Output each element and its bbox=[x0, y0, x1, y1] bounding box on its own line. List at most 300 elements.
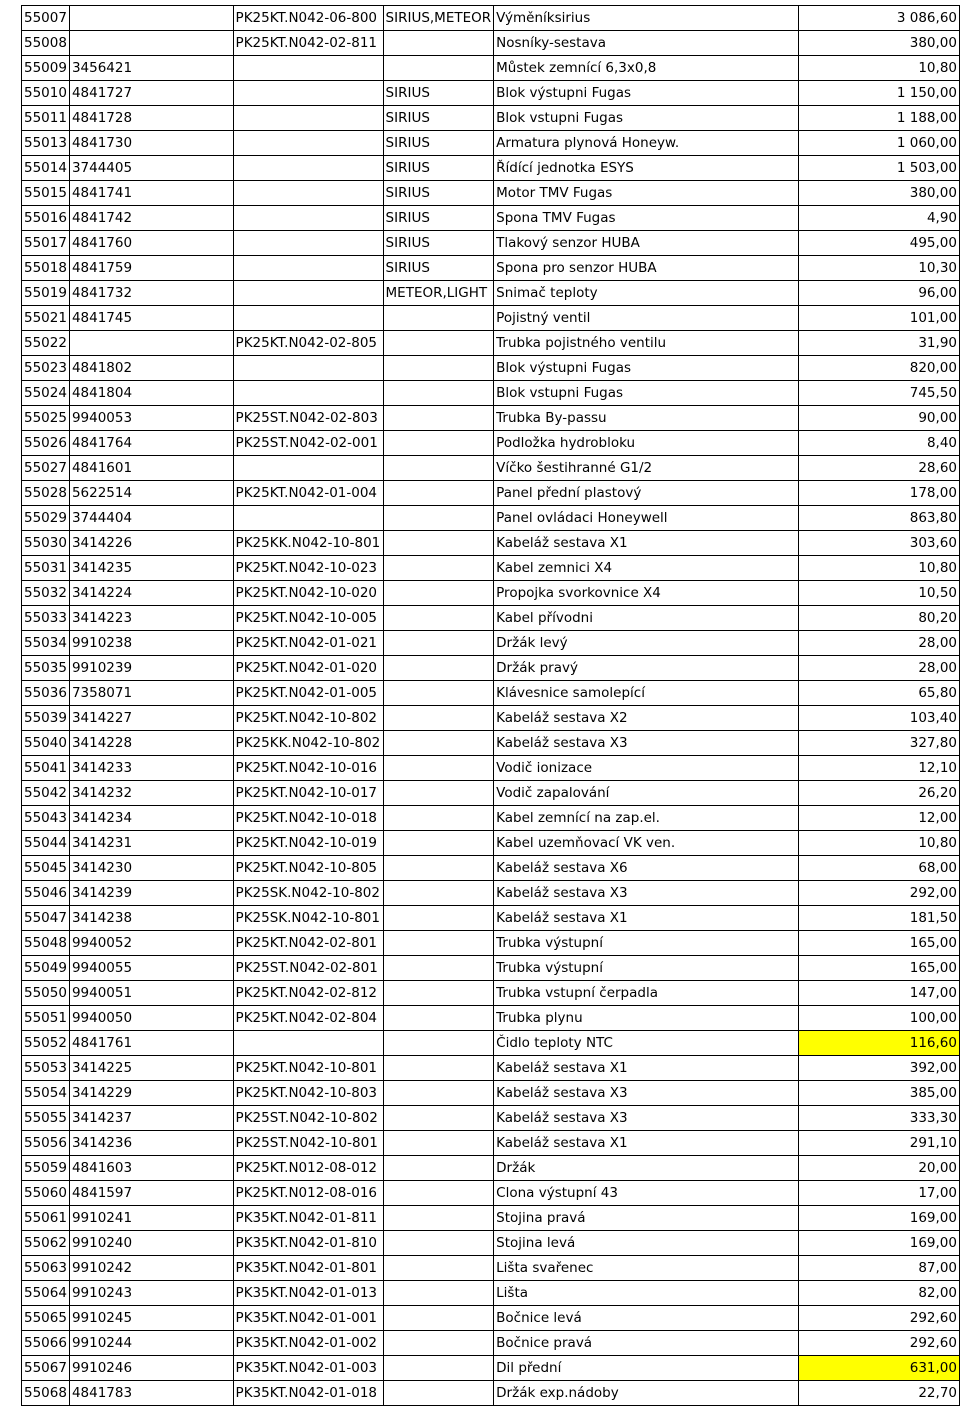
drawing-number-cell: PK25KT.N042-01-020 bbox=[233, 656, 383, 681]
model-cell bbox=[383, 356, 494, 381]
part-code-cell: 3414237 bbox=[69, 1106, 233, 1131]
model-cell bbox=[383, 556, 494, 581]
part-code-cell: 4841764 bbox=[69, 431, 233, 456]
table-row bbox=[22, 6, 960, 31]
row-id-cell: 55051 bbox=[22, 1006, 70, 1031]
part-code-cell: 3414238 bbox=[69, 906, 233, 931]
price-cell: 12,00 bbox=[799, 806, 960, 831]
table-row bbox=[22, 1181, 960, 1206]
table-row bbox=[22, 231, 960, 256]
row-id-cell: 55036 bbox=[22, 681, 70, 706]
model-cell bbox=[383, 706, 494, 731]
part-code-cell: 9940055 bbox=[69, 956, 233, 981]
row-id-cell: 55040 bbox=[22, 731, 70, 756]
drawing-number-cell: PK35KT.N042-01-001 bbox=[233, 1306, 383, 1331]
table-row bbox=[22, 831, 960, 856]
model-cell: SIRIUS bbox=[383, 256, 494, 281]
drawing-number-cell: PK25KT.N042-10-801 bbox=[233, 1056, 383, 1081]
part-code-cell: 4841745 bbox=[69, 306, 233, 331]
table-row bbox=[22, 1256, 960, 1281]
part-code-cell: 3414226 bbox=[69, 531, 233, 556]
part-code-cell: 4841761 bbox=[69, 1031, 233, 1056]
table-row bbox=[22, 931, 960, 956]
table-row bbox=[22, 806, 960, 831]
model-cell: SIRIUS bbox=[383, 156, 494, 181]
row-id-cell: 55043 bbox=[22, 806, 70, 831]
row-id-cell: 55068 bbox=[22, 1381, 70, 1406]
part-name-cell: Propojka svorkovnice X4 bbox=[494, 581, 799, 606]
price-cell: 90,00 bbox=[799, 406, 960, 431]
part-code-cell: 5622514 bbox=[69, 481, 233, 506]
row-id-cell: 55061 bbox=[22, 1206, 70, 1231]
model-cell: SIRIUS bbox=[383, 81, 494, 106]
drawing-number-cell bbox=[233, 181, 383, 206]
table-row bbox=[22, 31, 960, 56]
drawing-number-cell: PK25KT.N042-06-800 bbox=[233, 6, 383, 31]
part-name-cell: Kabeláž sestava X1 bbox=[494, 531, 799, 556]
drawing-number-cell: PK25ST.N042-02-001 bbox=[233, 431, 383, 456]
part-name-cell: Kabeláž sestava X2 bbox=[494, 706, 799, 731]
part-code-cell: 4841742 bbox=[69, 206, 233, 231]
row-id-cell: 55062 bbox=[22, 1231, 70, 1256]
part-name-cell: Stojina pravá bbox=[494, 1206, 799, 1231]
part-name-cell: Bočnice pravá bbox=[494, 1331, 799, 1356]
model-cell: SIRIUS bbox=[383, 181, 494, 206]
model-cell: SIRIUS bbox=[383, 231, 494, 256]
row-id-cell: 55059 bbox=[22, 1156, 70, 1181]
part-code-cell: 3414228 bbox=[69, 731, 233, 756]
part-name-cell: Lišta bbox=[494, 1281, 799, 1306]
part-name-cell: Blok výstupni Fugas bbox=[494, 81, 799, 106]
price-cell: 169,00 bbox=[799, 1231, 960, 1256]
part-name-cell: Trubka výstupní bbox=[494, 956, 799, 981]
model-cell bbox=[383, 731, 494, 756]
model-cell: SIRIUS bbox=[383, 206, 494, 231]
drawing-number-cell: PK25ST.N042-10-801 bbox=[233, 1131, 383, 1156]
row-id-cell: 55007 bbox=[22, 6, 70, 31]
table-row bbox=[22, 56, 960, 81]
drawing-number-cell: PK25KK.N042-10-802 bbox=[233, 731, 383, 756]
part-code-cell: 3744404 bbox=[69, 506, 233, 531]
part-code-cell: 4841741 bbox=[69, 181, 233, 206]
table-row bbox=[22, 1306, 960, 1331]
model-cell bbox=[383, 906, 494, 931]
part-name-cell: Můstek zemnící 6,3x0,8 bbox=[494, 56, 799, 81]
table-row bbox=[22, 631, 960, 656]
table-row bbox=[22, 756, 960, 781]
part-code-cell: 9910243 bbox=[69, 1281, 233, 1306]
table-row bbox=[22, 781, 960, 806]
price-cell: 65,80 bbox=[799, 681, 960, 706]
part-name-cell: Motor TMV Fugas bbox=[494, 181, 799, 206]
model-cell bbox=[383, 981, 494, 1006]
drawing-number-cell: PK25ST.N042-02-803 bbox=[233, 406, 383, 431]
price-cell: 165,00 bbox=[799, 931, 960, 956]
price-cell: 3 086,60 bbox=[799, 6, 960, 31]
drawing-number-cell: PK25KK.N042-10-801 bbox=[233, 531, 383, 556]
table-row bbox=[22, 131, 960, 156]
parts-table-body bbox=[22, 6, 960, 1406]
price-cell: 178,00 bbox=[799, 481, 960, 506]
drawing-number-cell: PK25KT.N042-02-805 bbox=[233, 331, 383, 356]
part-code-cell: 3414223 bbox=[69, 606, 233, 631]
part-name-cell: Vodič ionizace bbox=[494, 756, 799, 781]
table-row bbox=[22, 531, 960, 556]
price-cell: 4,90 bbox=[799, 206, 960, 231]
drawing-number-cell: PK35KT.N042-01-801 bbox=[233, 1256, 383, 1281]
part-code-cell: 4841802 bbox=[69, 356, 233, 381]
table-row bbox=[22, 281, 960, 306]
model-cell: SIRIUS bbox=[383, 106, 494, 131]
drawing-number-cell: PK25SK.N042-10-801 bbox=[233, 906, 383, 931]
drawing-number-cell: PK35KT.N042-01-013 bbox=[233, 1281, 383, 1306]
drawing-number-cell bbox=[233, 131, 383, 156]
drawing-number-cell bbox=[233, 256, 383, 281]
drawing-number-cell bbox=[233, 231, 383, 256]
price-cell: 165,00 bbox=[799, 956, 960, 981]
price-cell: 12,10 bbox=[799, 756, 960, 781]
part-code-cell: 4841732 bbox=[69, 281, 233, 306]
row-id-cell: 55063 bbox=[22, 1256, 70, 1281]
table-row bbox=[22, 856, 960, 881]
price-cell: 495,00 bbox=[799, 231, 960, 256]
price-cell: 292,60 bbox=[799, 1306, 960, 1331]
row-id-cell: 55028 bbox=[22, 481, 70, 506]
part-name-cell: Kabeláž sestava X3 bbox=[494, 881, 799, 906]
part-code-cell: 4841727 bbox=[69, 81, 233, 106]
part-name-cell: Blok vstupni Fugas bbox=[494, 106, 799, 131]
price-cell: 1 060,00 bbox=[799, 131, 960, 156]
drawing-number-cell bbox=[233, 306, 383, 331]
drawing-number-cell: PK25KT.N012-08-016 bbox=[233, 1181, 383, 1206]
row-id-cell: 55022 bbox=[22, 331, 70, 356]
row-id-cell: 55035 bbox=[22, 656, 70, 681]
row-id-cell: 55065 bbox=[22, 1306, 70, 1331]
price-cell: 291,10 bbox=[799, 1131, 960, 1156]
row-id-cell: 55044 bbox=[22, 831, 70, 856]
table-row bbox=[22, 1031, 960, 1056]
drawing-number-cell bbox=[233, 106, 383, 131]
price-cell: 392,00 bbox=[799, 1056, 960, 1081]
model-cell: SIRIUS,METEOR bbox=[383, 6, 494, 31]
part-code-cell: 9910238 bbox=[69, 631, 233, 656]
row-id-cell: 55009 bbox=[22, 56, 70, 81]
price-cell: 327,80 bbox=[799, 731, 960, 756]
part-name-cell: Clona výstupní 43 bbox=[494, 1181, 799, 1206]
drawing-number-cell bbox=[233, 56, 383, 81]
drawing-number-cell: PK35KT.N042-01-002 bbox=[233, 1331, 383, 1356]
part-name-cell: Výměníksirius bbox=[494, 6, 799, 31]
part-name-cell: Trubka By-passu bbox=[494, 406, 799, 431]
part-code-cell: 3414230 bbox=[69, 856, 233, 881]
row-id-cell: 55048 bbox=[22, 931, 70, 956]
drawing-number-cell: PK35KT.N042-01-018 bbox=[233, 1381, 383, 1406]
price-cell: 103,40 bbox=[799, 706, 960, 731]
drawing-number-cell: PK35KT.N042-01-810 bbox=[233, 1231, 383, 1256]
drawing-number-cell: PK25KT.N042-01-021 bbox=[233, 631, 383, 656]
row-id-cell: 55010 bbox=[22, 81, 70, 106]
row-id-cell: 55019 bbox=[22, 281, 70, 306]
price-cell: 10,80 bbox=[799, 556, 960, 581]
price-cell: 380,00 bbox=[799, 31, 960, 56]
table-row bbox=[22, 406, 960, 431]
row-id-cell: 55008 bbox=[22, 31, 70, 56]
table-row bbox=[22, 1231, 960, 1256]
part-code-cell: 7358071 bbox=[69, 681, 233, 706]
price-cell: 26,20 bbox=[799, 781, 960, 806]
drawing-number-cell: PK25KT.N042-10-802 bbox=[233, 706, 383, 731]
drawing-number-cell: PK25KT.N042-10-803 bbox=[233, 1081, 383, 1106]
drawing-number-cell: PK25SK.N042-10-802 bbox=[233, 881, 383, 906]
model-cell bbox=[383, 1381, 494, 1406]
part-code-cell: 3414229 bbox=[69, 1081, 233, 1106]
table-row bbox=[22, 731, 960, 756]
row-id-cell: 55045 bbox=[22, 856, 70, 881]
drawing-number-cell: PK25KT.N042-10-020 bbox=[233, 581, 383, 606]
row-id-cell: 55026 bbox=[22, 431, 70, 456]
drawing-number-cell: PK25KT.N042-01-004 bbox=[233, 481, 383, 506]
price-cell: 169,00 bbox=[799, 1206, 960, 1231]
table-row bbox=[22, 706, 960, 731]
table-row bbox=[22, 81, 960, 106]
table-row bbox=[22, 1156, 960, 1181]
part-name-cell: Trubka plynu bbox=[494, 1006, 799, 1031]
price-cell: 181,50 bbox=[799, 906, 960, 931]
price-cell: 292,60 bbox=[799, 1331, 960, 1356]
part-name-cell: Kabel uzemňovací VK ven. bbox=[494, 831, 799, 856]
price-cell: 17,00 bbox=[799, 1181, 960, 1206]
model-cell bbox=[383, 1081, 494, 1106]
row-id-cell: 55039 bbox=[22, 706, 70, 731]
model-cell bbox=[383, 506, 494, 531]
price-cell: 82,00 bbox=[799, 1281, 960, 1306]
part-name-cell: Blok výstupni Fugas bbox=[494, 356, 799, 381]
part-name-cell: Kabeláž sestava X1 bbox=[494, 1131, 799, 1156]
row-id-cell: 55060 bbox=[22, 1181, 70, 1206]
row-id-cell: 55016 bbox=[22, 206, 70, 231]
model-cell bbox=[383, 1306, 494, 1331]
model-cell: METEOR,LIGHT bbox=[383, 281, 494, 306]
model-cell bbox=[383, 1031, 494, 1056]
part-name-cell: Kabel zemnící na zap.el. bbox=[494, 806, 799, 831]
model-cell bbox=[383, 1056, 494, 1081]
drawing-number-cell bbox=[233, 381, 383, 406]
price-cell: 28,00 bbox=[799, 631, 960, 656]
part-code-cell: 9940050 bbox=[69, 1006, 233, 1031]
price-cell: 8,40 bbox=[799, 431, 960, 456]
drawing-number-cell: PK25KT.N042-02-811 bbox=[233, 31, 383, 56]
row-id-cell: 55031 bbox=[22, 556, 70, 581]
price-cell: 631,00 bbox=[799, 1356, 960, 1381]
row-id-cell: 55032 bbox=[22, 581, 70, 606]
table-row bbox=[22, 1056, 960, 1081]
part-name-cell: Držák bbox=[494, 1156, 799, 1181]
part-code-cell: 9940051 bbox=[69, 981, 233, 1006]
price-cell: 10,30 bbox=[799, 256, 960, 281]
model-cell bbox=[383, 406, 494, 431]
price-cell: 31,90 bbox=[799, 331, 960, 356]
row-id-cell: 55052 bbox=[22, 1031, 70, 1056]
drawing-number-cell: PK25KT.N042-10-019 bbox=[233, 831, 383, 856]
row-id-cell: 55025 bbox=[22, 406, 70, 431]
price-cell: 101,00 bbox=[799, 306, 960, 331]
part-name-cell: Lišta svařenec bbox=[494, 1256, 799, 1281]
part-code-cell: 3414232 bbox=[69, 781, 233, 806]
part-code-cell: 4841730 bbox=[69, 131, 233, 156]
model-cell bbox=[383, 1006, 494, 1031]
part-name-cell: Kabeláž sestava X1 bbox=[494, 1056, 799, 1081]
model-cell bbox=[383, 1181, 494, 1206]
price-cell: 303,60 bbox=[799, 531, 960, 556]
model-cell bbox=[383, 531, 494, 556]
part-name-cell: Vodič zapalování bbox=[494, 781, 799, 806]
model-cell bbox=[383, 1281, 494, 1306]
table-row bbox=[22, 1281, 960, 1306]
drawing-number-cell: PK25KT.N042-10-005 bbox=[233, 606, 383, 631]
drawing-number-cell: PK35KT.N042-01-003 bbox=[233, 1356, 383, 1381]
row-id-cell: 55027 bbox=[22, 456, 70, 481]
drawing-number-cell: PK25KT.N042-02-804 bbox=[233, 1006, 383, 1031]
part-name-cell: Kabeláž sestava X3 bbox=[494, 1081, 799, 1106]
row-id-cell: 55041 bbox=[22, 756, 70, 781]
part-name-cell: Trubka pojistného ventilu bbox=[494, 331, 799, 356]
row-id-cell: 55066 bbox=[22, 1331, 70, 1356]
part-code-cell: 3414224 bbox=[69, 581, 233, 606]
price-cell: 820,00 bbox=[799, 356, 960, 381]
price-cell: 80,20 bbox=[799, 606, 960, 631]
row-id-cell: 55064 bbox=[22, 1281, 70, 1306]
model-cell bbox=[383, 781, 494, 806]
row-id-cell: 55011 bbox=[22, 106, 70, 131]
part-name-cell: Pojistný ventil bbox=[494, 306, 799, 331]
part-code-cell: 4841603 bbox=[69, 1156, 233, 1181]
model-cell bbox=[383, 856, 494, 881]
model-cell bbox=[383, 1356, 494, 1381]
part-code-cell: 9910239 bbox=[69, 656, 233, 681]
model-cell bbox=[383, 756, 494, 781]
table-row bbox=[22, 106, 960, 131]
model-cell bbox=[383, 431, 494, 456]
model-cell bbox=[383, 1331, 494, 1356]
part-code-cell: 9910245 bbox=[69, 1306, 233, 1331]
part-code-cell: 4841804 bbox=[69, 381, 233, 406]
part-name-cell: Bočnice levá bbox=[494, 1306, 799, 1331]
model-cell bbox=[383, 1156, 494, 1181]
price-cell: 20,00 bbox=[799, 1156, 960, 1181]
drawing-number-cell: PK25KT.N042-10-016 bbox=[233, 756, 383, 781]
model-cell bbox=[383, 56, 494, 81]
table-row bbox=[22, 881, 960, 906]
table-row bbox=[22, 506, 960, 531]
model-cell bbox=[383, 1206, 494, 1231]
row-id-cell: 55013 bbox=[22, 131, 70, 156]
part-code-cell bbox=[69, 31, 233, 56]
row-id-cell: 55055 bbox=[22, 1106, 70, 1131]
part-code-cell: 9940053 bbox=[69, 406, 233, 431]
model-cell bbox=[383, 806, 494, 831]
price-cell: 1 150,00 bbox=[799, 81, 960, 106]
drawing-number-cell bbox=[233, 356, 383, 381]
part-name-cell: Panel ovládaci Honeywell bbox=[494, 506, 799, 531]
price-cell: 28,00 bbox=[799, 656, 960, 681]
row-id-cell: 55053 bbox=[22, 1056, 70, 1081]
part-code-cell: 3414225 bbox=[69, 1056, 233, 1081]
model-cell bbox=[383, 606, 494, 631]
price-cell: 380,00 bbox=[799, 181, 960, 206]
price-cell: 745,50 bbox=[799, 381, 960, 406]
part-name-cell: Nosníky-sestava bbox=[494, 31, 799, 56]
part-code-cell: 4841597 bbox=[69, 1181, 233, 1206]
parts-table bbox=[21, 5, 960, 1406]
row-id-cell: 55056 bbox=[22, 1131, 70, 1156]
part-code-cell: 3414233 bbox=[69, 756, 233, 781]
model-cell bbox=[383, 1256, 494, 1281]
table-row bbox=[22, 906, 960, 931]
row-id-cell: 55033 bbox=[22, 606, 70, 631]
row-id-cell: 55014 bbox=[22, 156, 70, 181]
drawing-number-cell: PK25KT.N042-02-812 bbox=[233, 981, 383, 1006]
part-name-cell: Stojina levá bbox=[494, 1231, 799, 1256]
part-code-cell: 9910244 bbox=[69, 1331, 233, 1356]
part-name-cell: Držák levý bbox=[494, 631, 799, 656]
table-row bbox=[22, 256, 960, 281]
table-row bbox=[22, 156, 960, 181]
part-name-cell: Podložka hydrobloku bbox=[494, 431, 799, 456]
part-name-cell: Kabeláž sestava X3 bbox=[494, 1106, 799, 1131]
row-id-cell: 55046 bbox=[22, 881, 70, 906]
table-row bbox=[22, 356, 960, 381]
price-cell: 116,60 bbox=[799, 1031, 960, 1056]
part-name-cell: Tlakový senzor HUBA bbox=[494, 231, 799, 256]
part-name-cell: Čidlo teploty NTC bbox=[494, 1031, 799, 1056]
table-row bbox=[22, 181, 960, 206]
row-id-cell: 55023 bbox=[22, 356, 70, 381]
part-name-cell: Držák exp.nádoby bbox=[494, 1381, 799, 1406]
row-id-cell: 55054 bbox=[22, 1081, 70, 1106]
model-cell bbox=[383, 1131, 494, 1156]
price-cell: 333,30 bbox=[799, 1106, 960, 1131]
drawing-number-cell: PK25ST.N042-10-802 bbox=[233, 1106, 383, 1131]
price-cell: 147,00 bbox=[799, 981, 960, 1006]
part-code-cell: 4841783 bbox=[69, 1381, 233, 1406]
model-cell bbox=[383, 381, 494, 406]
part-code-cell: 3414236 bbox=[69, 1131, 233, 1156]
part-name-cell: Kabeláž sestava X3 bbox=[494, 731, 799, 756]
drawing-number-cell: PK25KT.N042-02-801 bbox=[233, 931, 383, 956]
table-row bbox=[22, 206, 960, 231]
part-code-cell: 3414234 bbox=[69, 806, 233, 831]
model-cell bbox=[383, 681, 494, 706]
part-code-cell: 9910241 bbox=[69, 1206, 233, 1231]
table-row bbox=[22, 306, 960, 331]
model-cell bbox=[383, 881, 494, 906]
part-name-cell: Držák pravý bbox=[494, 656, 799, 681]
row-id-cell: 55067 bbox=[22, 1356, 70, 1381]
table-row bbox=[22, 331, 960, 356]
drawing-number-cell: PK25KT.N042-10-023 bbox=[233, 556, 383, 581]
price-cell: 1 188,00 bbox=[799, 106, 960, 131]
part-code-cell: 4841728 bbox=[69, 106, 233, 131]
part-name-cell: Dil přední bbox=[494, 1356, 799, 1381]
row-id-cell: 55030 bbox=[22, 531, 70, 556]
part-name-cell: Kabel přívodni bbox=[494, 606, 799, 631]
part-name-cell: Víčko šestihranné G1/2 bbox=[494, 456, 799, 481]
part-code-cell: 3414227 bbox=[69, 706, 233, 731]
model-cell bbox=[383, 581, 494, 606]
price-cell: 28,60 bbox=[799, 456, 960, 481]
table-row bbox=[22, 656, 960, 681]
part-code-cell: 9910242 bbox=[69, 1256, 233, 1281]
